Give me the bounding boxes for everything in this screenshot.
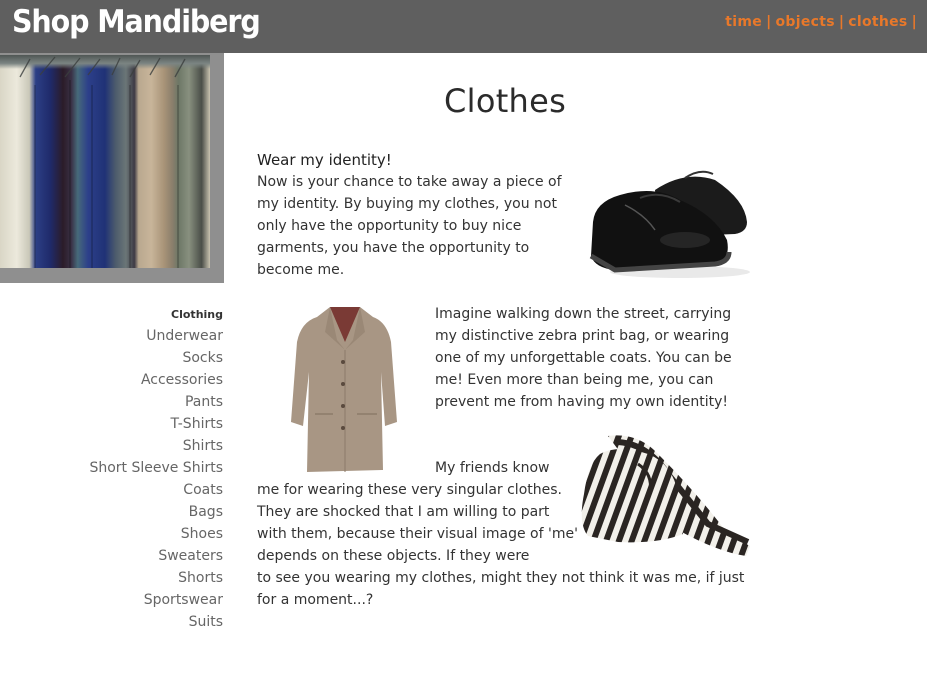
sidebar-item-coats[interactable]: Coats [183, 482, 223, 498]
nav-link-objects[interactable]: objects [775, 14, 835, 30]
shoes-image [585, 160, 750, 285]
sidebar-item-suits[interactable]: Suits [188, 614, 223, 630]
header-photo-frame [0, 53, 224, 283]
sidebar-item-short-sleeve-shirts[interactable]: Short Sleeve Shirts [89, 460, 223, 476]
bag-image [578, 434, 753, 559]
category-sidebar [0, 307, 223, 633]
nav-link-time[interactable]: time [725, 14, 763, 30]
coat-image [285, 302, 405, 477]
nav-separator: | [766, 14, 772, 30]
sidebar-item-shirts[interactable]: Shirts [182, 438, 223, 454]
sidebar-item-sweaters[interactable]: Sweaters [158, 548, 223, 564]
sidebar-item-sportswear[interactable]: Sportswear [143, 592, 223, 608]
page-title: Clothes [444, 82, 567, 120]
site-header [0, 0, 927, 53]
sidebar-item-socks[interactable]: Socks [182, 350, 223, 366]
nav-link-clothes[interactable]: clothes [848, 14, 908, 30]
sidebar-item-t-shirts[interactable]: T-Shirts [170, 416, 223, 432]
nav-separator: | [838, 14, 845, 30]
imagine-paragraph: Imagine walking down the street, carrying my distinctive zebra print bag, or wearing one of my unforgettable coats. You can be me! Even more than being me, you can prevent me from having my own identity! [435, 306, 732, 410]
friends-paragraph-start: My friends know [435, 460, 550, 476]
clothes-rack-photo [0, 55, 210, 268]
sidebar-item-pants[interactable]: Pants [184, 394, 223, 410]
nav-separator: | [911, 14, 917, 30]
sidebar-item-shorts[interactable]: Shorts [178, 570, 223, 586]
sidebar-item-bags[interactable]: Bags [188, 504, 223, 520]
friends-paragraph-middle: me for wearing these very singular clothes. They are shocked that I am willing to part with them, because their visual image of 'me' depends on these objects. If they were [257, 482, 578, 564]
sidebar-item-accessories[interactable]: Accessories [140, 372, 223, 388]
sidebar-heading: Clothing [171, 308, 223, 321]
intro-paragraph: Now is your chance to take away a piece of my identity. By buying my clothes, you not only have the opportunity to buy nice garments, you have the opportunity to become me. [257, 174, 562, 278]
sidebar-item-underwear[interactable]: Underwear [146, 328, 223, 344]
site-title[interactable]: Shop Mandiberg [12, 4, 260, 40]
top-nav [725, 14, 921, 30]
friends-paragraph-end: to see you wearing my clothes, might they not think it was me, if just for a moment...? [257, 570, 745, 608]
sidebar-item-shoes[interactable]: Shoes [180, 526, 223, 542]
section-heading: Wear my identity! [257, 151, 392, 169]
hangers-icon [0, 55, 210, 268]
